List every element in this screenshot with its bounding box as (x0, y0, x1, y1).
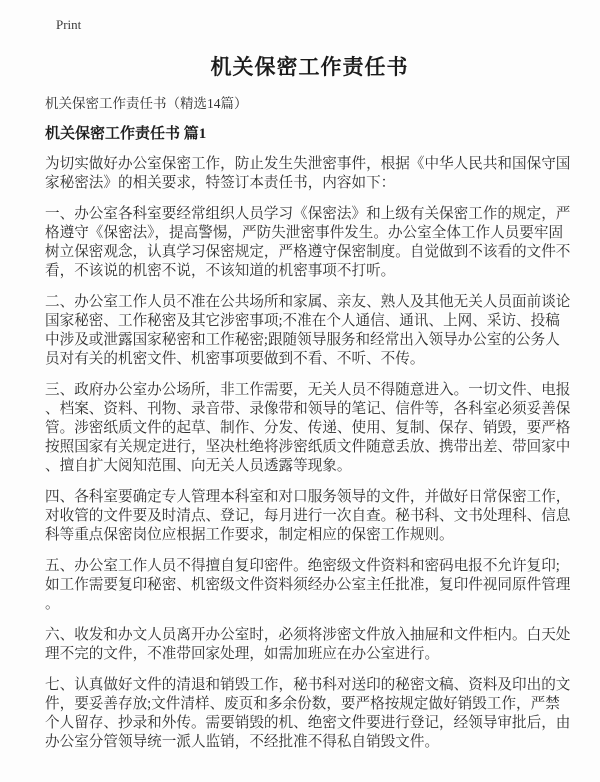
doc-subtitle: 机关保密工作责任书（精选14篇） (45, 96, 248, 111)
section-heading: 机关保密工作责任书 篇1 (45, 126, 207, 142)
print-link[interactable]: Print (56, 17, 82, 32)
paragraph-item-3: 三、政府办公室办公场所，非工作需要，无关人员不得随意进入。一切文件、电报、档案、资料、刊物、录音带、录像带和领导的笔记、信件等，各科室必须妥善保管。涉密纸质文件的起草、制作、分发、传递、使用、复制、保存、销毁，要严格按照国家有关规定进行，坚决杜绝将涉密纸质文件随意丢放、携带出差、带回家中、擅自扩大阅知范围、向无关人员透露等现象。 (45, 382, 571, 474)
paragraph-item-5: 五、办公室工作人员不得擅自复印密件。绝密级文件资料和密码电报不允许复印;如工作需要复印秘密、机密级文件资料须经办公室主任批准，复印件视同原件管理。 (45, 558, 571, 612)
paragraph-item-4: 四、各科室要确定专人管理本科室和对口服务领导的文件，并做好日常保密工作，对收管的文件要及时清点、登记，每月进行一次自查。秘书科、文书处理科、信息科等重点保密岗位应根据工作要求，制定相应的保密工作规则。 (45, 489, 571, 543)
page-title: 机关保密工作责任书 (210, 55, 409, 79)
paragraph-item-1: 一、办公室各科室要经常组织人员学习《保密法》和上级有关保密工作的规定，严格遵守《保密法》，提高警惕，严防失泄密事件发生。办公室全体工作人员要牢固树立保密观念，认真学习保密规定，严格遵守保密制度。自觉做到不该看的文件不看，不该说的机密不说，不该知道的机密事项不打听。 (45, 206, 571, 279)
paragraph-item-6: 六、收发和办文人员离开办公室时，必须将涉密文件放入抽屉和文件柜内。白天处理不完的文件，不准带回家处理，如需加班应在办公室进行。 (45, 627, 571, 662)
paragraph-intro: 为切实做好办公室保密工作，防止发生失泄密事件，根据《中华人民共和国保守国家秘密法》的相关要求，特签订本责任书，内容如下： (45, 156, 571, 191)
paragraph-item-2: 二、办公室工作人员不准在公共场所和家属、亲友、熟人及其他无关人员面前谈论国家秘密、工作秘密及其它涉密事项;不准在个人通信、通讯、上网、采访、投稿中涉及或泄露国家秘密和工作秘密;跟随领导服务和经常出入领导办公室的公务人员对有关的机密文件、机密事项要做到不看、不听、不传。 (45, 294, 571, 367)
document-body (45, 155, 574, 752)
paragraph-item-7: 七、认真做好文件的清退和销毁工作，秘书科对送印的秘密文稿、资料及印出的文件，要妥善存放;文件清样、废页和多余份数，要严格按规定做好销毁工作，严禁个人留存、抄录和外传。需要销毁的机、绝密文件要进行登记，经领导审批后，由办公室分管领导统一派人监销，不经批准不得私自销毁文件。 (45, 677, 571, 750)
